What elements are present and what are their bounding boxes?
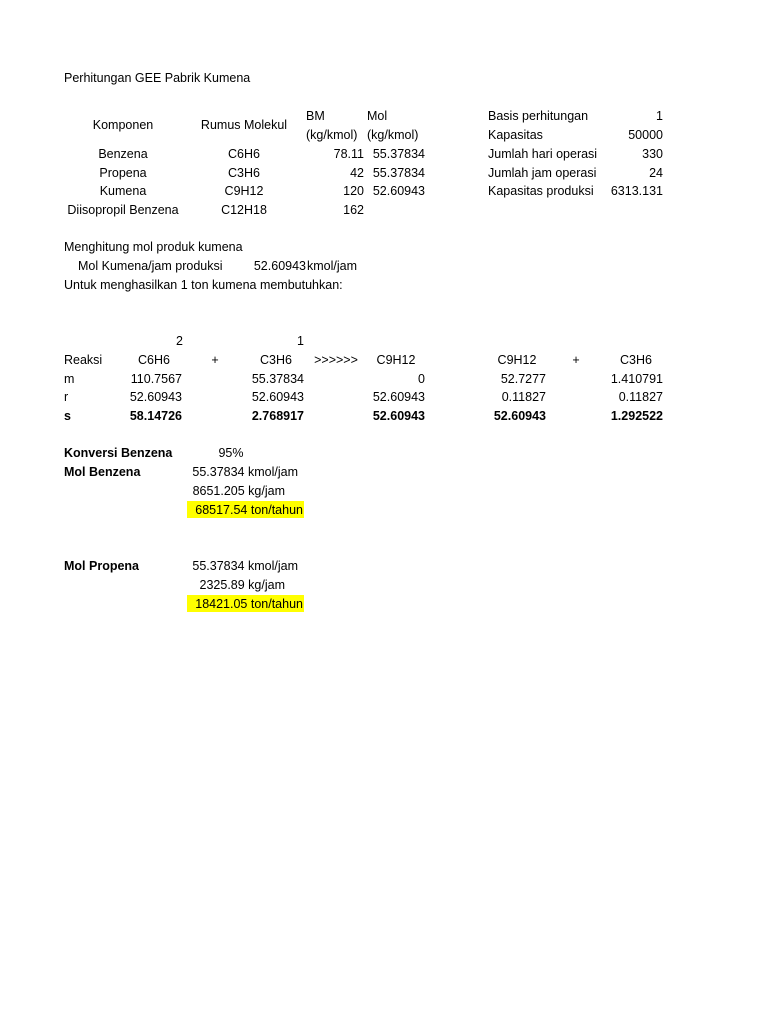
produk-unit: kmol/jam <box>307 259 358 273</box>
reaksi-row-label: m <box>64 372 75 386</box>
page-title: Perhitungan GEE Pabrik Kumena <box>64 71 251 85</box>
mol-benzena-ton: 68517.54 ton/tahun <box>195 503 303 517</box>
komponen-name: Diisopropil Benzena <box>67 203 179 217</box>
reaksi-value: 52.60943 <box>129 390 182 404</box>
reaksi-value: 52.60943 <box>493 409 546 423</box>
mol-propena-label: Mol Propena <box>64 559 140 573</box>
produk-note: Untuk menghasilkan 1 ton kumena membutuhkan: <box>64 278 343 292</box>
komponen-bm: 120 <box>343 184 364 198</box>
reaksi-arrow: >>>>>> <box>314 353 358 367</box>
reaksi-species-c3h6: C3H6 <box>260 353 292 367</box>
coef-benzena: 2 <box>176 334 183 348</box>
reaksi-value: 52.60943 <box>372 390 425 404</box>
reaksi-value: 52.7277 <box>500 372 546 386</box>
reaksi-value: 52.60943 <box>251 390 304 404</box>
header-komponen: Komponen <box>92 118 154 132</box>
reaksi-value: 0 <box>418 372 425 386</box>
reaksi-value: 52.60943 <box>372 409 425 423</box>
basis-value: 1 <box>656 109 663 123</box>
reaksi-label: Reaksi <box>64 353 103 367</box>
mol-benzena-kg: 8651.205 kg/jam <box>192 484 285 498</box>
komponen-name: Benzena <box>98 147 148 161</box>
reaksi-row-label: r <box>64 390 69 404</box>
reaksi-value: 1.292522 <box>610 409 663 423</box>
coef-propena: 1 <box>297 334 304 348</box>
reaksi-value: 0.11827 <box>618 390 663 404</box>
reaksi-plus: + <box>211 353 219 367</box>
konversi-label: Konversi Benzena <box>64 446 173 460</box>
header-mol-unit: (kg/kmol) <box>367 128 419 142</box>
reaksi-plus: + <box>572 353 580 367</box>
header-bm-unit: (kg/kmol) <box>306 128 358 142</box>
produk-heading: Menghitung mol produk kumena <box>64 240 243 254</box>
header-bm: BM <box>306 109 325 123</box>
reaksi-row-label: s <box>64 409 71 423</box>
basis-value: 24 <box>649 166 663 180</box>
mol-propena-kmol: 55.37834 kmol/jam <box>192 559 298 573</box>
reaksi-species-c9h12: C9H12 <box>497 353 537 367</box>
komponen-mol: 55.37834 <box>372 147 425 161</box>
header-mol: Mol <box>367 109 388 123</box>
mol-benzena-kmol: 55.37834 kmol/jam <box>192 465 298 479</box>
basis-value: 330 <box>642 147 663 161</box>
komponen-name: Propena <box>99 166 147 180</box>
basis-value: 6313.131 <box>610 184 663 198</box>
produk-value: 52.60943 <box>253 259 306 273</box>
komponen-formula: C9H12 <box>224 184 264 198</box>
basis-value: 50000 <box>628 128 663 142</box>
reaksi-value: 1.410791 <box>610 372 663 386</box>
reaksi-value: 2.768917 <box>251 409 304 423</box>
basis-label: Jumlah hari operasi <box>488 147 598 161</box>
basis-label: Kapasitas <box>488 128 543 142</box>
mol-propena-kg: 2325.89 kg/jam <box>199 578 285 592</box>
komponen-bm: 162 <box>343 203 364 217</box>
reaksi-species-c3h6: C3H6 <box>620 353 652 367</box>
komponen-formula: C6H6 <box>228 147 260 161</box>
komponen-formula: C12H18 <box>221 203 267 217</box>
komponen-bm: 78.11 <box>333 147 364 161</box>
basis-label: Jumlah jam operasi <box>488 166 597 180</box>
reaksi-value: 0.11827 <box>501 390 546 404</box>
komponen-mol: 55.37834 <box>372 166 425 180</box>
header-rumus-molekul: Rumus Molekul <box>200 118 288 132</box>
konversi-value: 95% <box>218 446 244 460</box>
reaksi-species-c6h6: C6H6 <box>138 353 170 367</box>
komponen-name: Kumena <box>99 184 147 198</box>
reaksi-value: 55.37834 <box>251 372 304 386</box>
reaksi-value: 58.14726 <box>129 409 182 423</box>
reaksi-species-c9h12: C9H12 <box>376 353 416 367</box>
komponen-bm: 42 <box>350 166 364 180</box>
komponen-mol: 52.60943 <box>372 184 425 198</box>
mol-propena-ton: 18421.05 ton/tahun <box>195 597 303 611</box>
komponen-formula: C3H6 <box>228 166 260 180</box>
basis-label: Kapasitas produksi <box>488 184 594 198</box>
reaksi-value: 110.7567 <box>130 372 182 386</box>
produk-label: Mol Kumena/jam produksi <box>78 259 223 273</box>
basis-label: Basis perhitungan <box>488 109 589 123</box>
mol-benzena-label: Mol Benzena <box>64 465 141 479</box>
